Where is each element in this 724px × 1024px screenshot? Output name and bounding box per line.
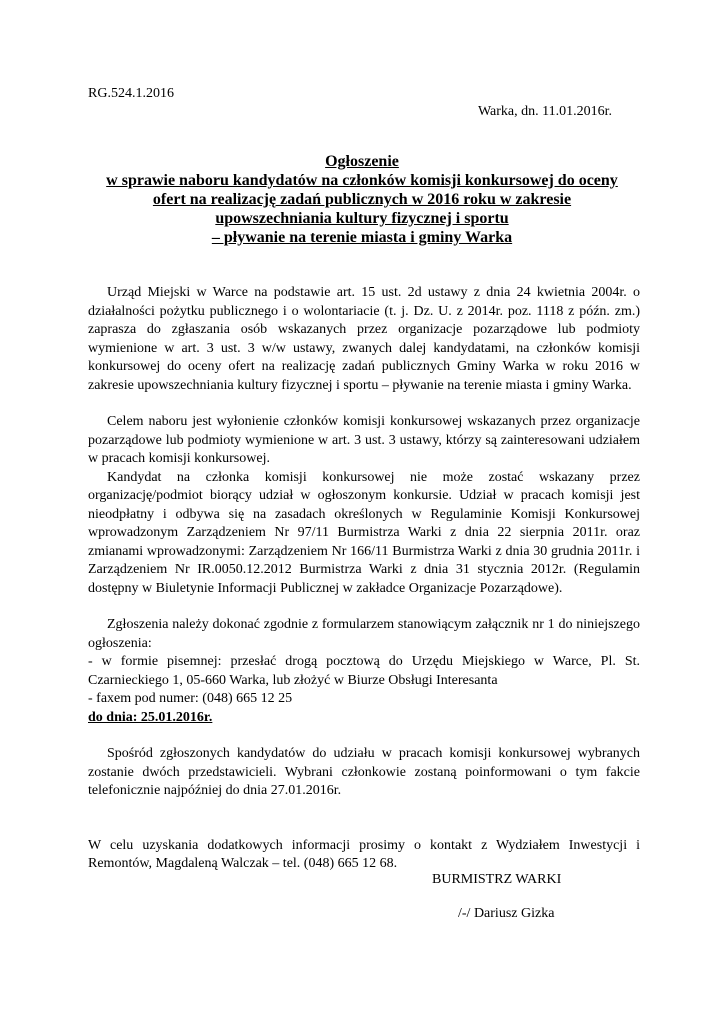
deadline-text: do dnia: 25.01.2016r.	[88, 709, 213, 725]
paragraph-candidate-rules: Kandydat na członka komisji konkursowej nie może zostać wskazany przez organizację/podmiot biorący udział w ogłoszonym konkursie. Udział w pracach komisji jest nieodpłatny i odbywa się na zasadach określonych w Regulaminie Komisji Konkursowej wprowadzonym Zarządzeniem Nr 97/11 Burmistrza Warki z dnia 22 sierpnia 2011r. oraz zmianami wprowadzonymi: Zarządzeniem Nr 166/11 Burmistrza Warki z dnia 30 grudnia 2011r. i Zarządzeniem Nr IR.0050.12.2012 Burmistrza Warki z dnia 31 stycznia 2012r. (Regulamin dostępny w Biuletynie Informacji Publicznej w zakładce Organizacje Pozarządowe).	[88, 469, 640, 596]
announcement-title	[80, 152, 644, 247]
title-line: w sprawie naboru kandydatów na członków komisji konkursowej do oceny	[106, 172, 618, 189]
paragraph-purpose: Celem naboru jest wyłonienie członków komisji konkursowej wskazanych przez organizacje pozarządowe lub podmioty wymienione w art. 3 ust. 3 ustawy, którzy są zainteresowani udziałem w pracach komisji konkursowej.	[88, 414, 640, 466]
signature-title: BURMISTRZ WARKI	[432, 872, 562, 887]
paragraph-selection: Spośród zgłoszonych kandydatów do udziału w pracach komisji konkursowej wybranych zostanie dwóch przedstawicieli. Wybrani członkowie zostaną poinformowani o tym fakcie telefonicznie najpóźniej do dnia 27.01.2016r.	[88, 746, 640, 798]
reference-number: RG.524.1.2016	[88, 86, 174, 101]
submission-method-mail: - w formie pisemnej: przesłać drogą pocztową do Urzędu Miejskiego w Warce, Pl. St. Czarnieckiego 1, 05-660 Warka, lub złożyć w Biurze Obsługi Interesanta	[88, 654, 640, 688]
title-line: upowszechniania kultury fizycznej i sportu	[215, 210, 509, 227]
announcement-body	[88, 284, 640, 874]
signature-name: /-/ Dariusz Gizka	[458, 906, 555, 921]
place-date: Warka, dn. 11.01.2016r.	[477, 104, 612, 119]
title-line: – pływanie na terenie miasta i gminy Warka	[211, 229, 513, 246]
title-line: Ogłoszenie	[325, 153, 399, 170]
deadline	[88, 709, 640, 728]
paragraph-legal-basis: Urząd Miejski w Warce na podstawie art. 15 ust. 2d ustawy z dnia 24 kwietnia 2004r. o działalności pożytku publicznego i o wolontariacie (t. j. Dz. U. z 2014r. poz. 1118 z późn. zm.) zaprasza do zgłaszania osób wskazanych przez organizacje pozarządowe lub podmioty wymienione w art. 3 ust. 3 w/w ustawy, zwanych dalej kandydatami, na członków komisji konkursowej do oceny ofert na realizację zadań publicznych Gminy Warka w roku 2016 w zakresie upowszechniania kultury fizycznej i sportu – pływanie na terenie miasta i gminy Warka.	[88, 285, 640, 393]
title-line: ofert na realizację zadań publicznych w 2016 roku w zakresie	[152, 191, 572, 208]
submission-intro: Zgłoszenia należy dokonać zgodnie z formularzem stanowiącym załącznik nr 1 do niniejszego ogłoszenia:	[88, 617, 640, 651]
paragraph-submission	[88, 616, 640, 653]
paragraph-contact: W celu uzyskania dodatkowych informacji prosimy o kontakt z Wydziałem Inwestycji i Remontów, Magdaleną Walczak – tel. (048) 665 12 68.	[88, 837, 640, 871]
submission-method-fax: - faxem pod numer: (048) 665 12 25	[88, 691, 293, 706]
